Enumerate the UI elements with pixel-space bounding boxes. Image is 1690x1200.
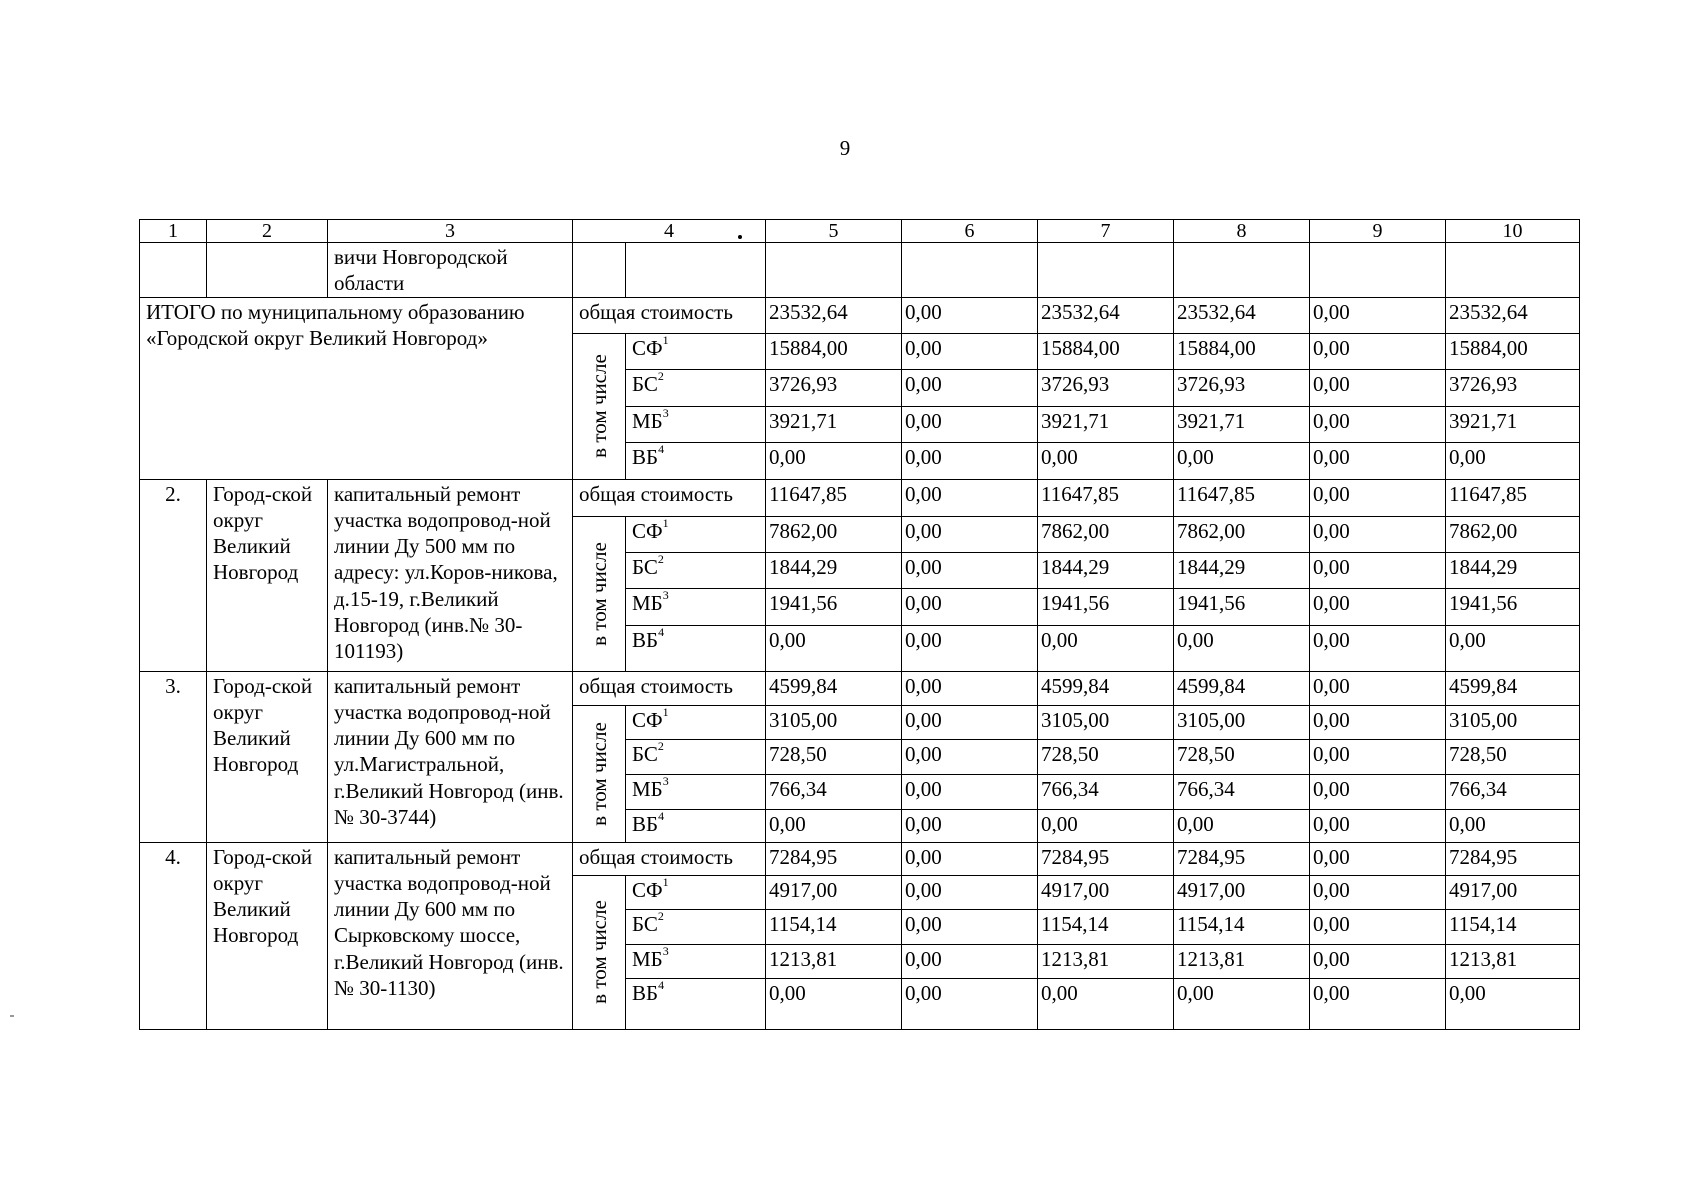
column-number-row	[140, 220, 1580, 243]
source-footnote-mark: 1	[662, 516, 669, 530]
item-description: капитальный ремонт участка водопровод-ной линии Ду 500 мм по адресу: ул.Коров-никова, д.15-19, г.Великий Новгород (инв.№ 30-101193)	[328, 479, 573, 671]
value-cell-col8: 15884,00	[1174, 333, 1310, 369]
including-vertical-label	[573, 516, 626, 671]
source-label: БС	[632, 371, 658, 396]
value-cell-col6: 0,00	[902, 909, 1038, 944]
row-label-source	[626, 369, 766, 406]
row-label-source	[626, 875, 766, 909]
item-municipality: Город-ской округ Великий Новгород	[207, 671, 328, 842]
value-cell-col9: 0,00	[1310, 588, 1446, 625]
total_block-row	[140, 297, 1580, 333]
item-number: 4.	[140, 842, 207, 1029]
value-cell-col7: 23532,64	[1038, 297, 1174, 333]
col-header-2: 2	[207, 220, 328, 243]
value-cell-col8: 7862,00	[1174, 516, 1310, 552]
source-footnote-mark: 4	[658, 809, 665, 823]
value-cell-col10: 0,00	[1446, 442, 1580, 479]
value-cell-col8: 11647,85	[1174, 479, 1310, 516]
value-cell-col9: 0,00	[1310, 297, 1446, 333]
source-label: МБ	[632, 590, 663, 615]
value-cell-col7: 7862,00	[1038, 516, 1174, 552]
value-cell-col5: 1213,81	[766, 944, 902, 978]
item-description: капитальный ремонт участка водопровод-ной линии Ду 600 мм по ул.Магистральной, г.Великий Новгород (инв.№ 30-3744)	[328, 671, 573, 842]
row-label-source	[626, 516, 766, 552]
value-cell-col7: 1941,56	[1038, 588, 1174, 625]
value-cell-col8: 23532,64	[1174, 297, 1310, 333]
source-label: БС	[632, 741, 658, 766]
value-cell-col7: 0,00	[1038, 625, 1174, 671]
value-cell-col8: 1844,29	[1174, 552, 1310, 588]
value-cell-col6: 0,00	[902, 809, 1038, 842]
value-cell-col9: 0,00	[1310, 406, 1446, 442]
source-footnote-mark: 4	[658, 625, 665, 639]
value-cell-col6: 0,00	[902, 739, 1038, 774]
value-cell-col9: 0,00	[1310, 739, 1446, 774]
source-label: ВБ	[632, 811, 659, 836]
value-cell-col7: 0,00	[1038, 809, 1174, 842]
value-cell-col6: 0,00	[902, 705, 1038, 739]
carry-over-text: вичи Новгородской области	[328, 243, 573, 298]
col-header-10: 10	[1446, 220, 1580, 243]
carry-cell-9	[1310, 243, 1446, 298]
value-cell-col10: 7862,00	[1446, 516, 1580, 552]
value-cell-col5: 728,50	[766, 739, 902, 774]
value-cell-col9: 0,00	[1310, 842, 1446, 875]
source-footnote-mark: 3	[662, 774, 669, 788]
row-label-source	[626, 774, 766, 809]
item-number: 2.	[140, 479, 207, 671]
source-footnote-mark: 2	[657, 552, 664, 566]
item-number: 3.	[140, 671, 207, 842]
value-cell-col10: 0,00	[1446, 809, 1580, 842]
source-footnote-mark: 1	[662, 705, 669, 719]
value-cell-col6: 0,00	[902, 978, 1038, 1029]
carry-cell-5	[766, 243, 902, 298]
value-cell-col5: 15884,00	[766, 333, 902, 369]
value-cell-col9: 0,00	[1310, 875, 1446, 909]
value-cell-col9: 0,00	[1310, 333, 1446, 369]
value-cell-col8: 728,50	[1174, 739, 1310, 774]
carry-cell-4a	[573, 243, 626, 298]
value-cell-col9: 0,00	[1310, 809, 1446, 842]
value-cell-col9: 0,00	[1310, 909, 1446, 944]
col-header-1: 1	[140, 220, 207, 243]
table-body	[140, 220, 1580, 1030]
item-municipality: Город-ской округ Великий Новгород	[207, 479, 328, 671]
including-vertical-label	[573, 705, 626, 842]
scan-margin-mark	[10, 1015, 14, 1017]
value-cell-col5: 4599,84	[766, 671, 902, 705]
value-cell-col7: 4599,84	[1038, 671, 1174, 705]
source-footnote-mark: 2	[657, 369, 664, 383]
value-cell-col5: 7862,00	[766, 516, 902, 552]
value-cell-col8: 1213,81	[1174, 944, 1310, 978]
source-footnote-mark: 1	[662, 333, 669, 347]
value-cell-col6: 0,00	[902, 944, 1038, 978]
value-cell-col7: 11647,85	[1038, 479, 1174, 516]
col-header-6: 6	[902, 220, 1038, 243]
source-label: СФ	[632, 877, 663, 902]
row-label-total-cost: общая стоимость	[573, 842, 766, 875]
value-cell-col8: 3105,00	[1174, 705, 1310, 739]
value-cell-col8: 4917,00	[1174, 875, 1310, 909]
carry-cell-8	[1174, 243, 1310, 298]
carry-cell-6	[902, 243, 1038, 298]
value-cell-col10: 766,34	[1446, 774, 1580, 809]
value-cell-col5: 4917,00	[766, 875, 902, 909]
col-header-4: 4	[573, 220, 766, 243]
row-label-source	[626, 909, 766, 944]
value-cell-col10: 11647,85	[1446, 479, 1580, 516]
value-cell-col5: 7284,95	[766, 842, 902, 875]
value-cell-col9: 0,00	[1310, 944, 1446, 978]
value-cell-col8: 0,00	[1174, 442, 1310, 479]
value-cell-col6: 0,00	[902, 516, 1038, 552]
value-cell-col5: 1154,14	[766, 909, 902, 944]
value-cell-col5: 11647,85	[766, 479, 902, 516]
row-label-source	[626, 552, 766, 588]
including-vertical-label	[573, 875, 626, 1029]
value-cell-col5: 3726,93	[766, 369, 902, 406]
items.0-row	[140, 479, 1580, 516]
value-cell-col7: 1154,14	[1038, 909, 1174, 944]
value-cell-col10: 1213,81	[1446, 944, 1580, 978]
including-vertical-text: в том числе	[586, 721, 611, 826]
value-cell-col5: 0,00	[766, 442, 902, 479]
source-footnote-mark: 3	[662, 588, 669, 602]
value-cell-col8: 1941,56	[1174, 588, 1310, 625]
value-cell-col6: 0,00	[902, 479, 1038, 516]
row-label-source	[626, 588, 766, 625]
items.2-row	[140, 842, 1580, 875]
value-cell-col9: 0,00	[1310, 479, 1446, 516]
value-cell-col6: 0,00	[902, 297, 1038, 333]
value-cell-col5: 1941,56	[766, 588, 902, 625]
including-vertical-label	[573, 333, 626, 479]
value-cell-col10: 23532,64	[1446, 297, 1580, 333]
page-number: 9	[839, 136, 851, 160]
value-cell-col7: 1213,81	[1038, 944, 1174, 978]
source-label: СФ	[632, 335, 663, 360]
value-cell-col7: 3105,00	[1038, 705, 1174, 739]
value-cell-col9: 0,00	[1310, 705, 1446, 739]
items.1-row	[140, 671, 1580, 705]
row-label-source	[626, 442, 766, 479]
value-cell-col9: 0,00	[1310, 671, 1446, 705]
value-cell-col6: 0,00	[902, 552, 1038, 588]
value-cell-col9: 0,00	[1310, 516, 1446, 552]
source-label: МБ	[632, 946, 663, 971]
row-label-total-cost: общая стоимость	[573, 479, 766, 516]
col-header-8: 8	[1174, 220, 1310, 243]
value-cell-col10: 7284,95	[1446, 842, 1580, 875]
value-cell-col6: 0,00	[902, 625, 1038, 671]
row-label-source	[626, 705, 766, 739]
value-cell-col10: 3726,93	[1446, 369, 1580, 406]
col-header-7: 7	[1038, 220, 1174, 243]
value-cell-col9: 0,00	[1310, 774, 1446, 809]
value-cell-col9: 0,00	[1310, 625, 1446, 671]
value-cell-col5: 23532,64	[766, 297, 902, 333]
source-label: БС	[632, 554, 658, 579]
row-label-source	[626, 333, 766, 369]
carry-cell-10	[1446, 243, 1580, 298]
value-cell-col7: 15884,00	[1038, 333, 1174, 369]
row-label-source	[626, 944, 766, 978]
source-footnote-mark: 4	[658, 442, 665, 456]
source-label: ВБ	[632, 627, 659, 652]
value-cell-col8: 4599,84	[1174, 671, 1310, 705]
value-cell-col5: 3921,71	[766, 406, 902, 442]
value-cell-col7: 7284,95	[1038, 842, 1174, 875]
including-vertical-text: в том числе	[586, 900, 611, 1004]
row-label-source	[626, 978, 766, 1029]
source-label: БС	[632, 911, 658, 936]
source-label: МБ	[632, 776, 663, 801]
source-footnote-mark: 2	[657, 739, 664, 753]
carry-cell-2	[207, 243, 328, 298]
including-vertical-text: в том числе	[586, 354, 611, 458]
value-cell-col9: 0,00	[1310, 369, 1446, 406]
source-label: ВБ	[632, 444, 659, 469]
value-cell-col10: 3921,71	[1446, 406, 1580, 442]
value-cell-col8: 0,00	[1174, 978, 1310, 1029]
col-header-9: 9	[1310, 220, 1446, 243]
col-header-3: 3	[328, 220, 573, 243]
value-cell-col6: 0,00	[902, 671, 1038, 705]
value-cell-col10: 3105,00	[1446, 705, 1580, 739]
value-cell-col10: 1941,56	[1446, 588, 1580, 625]
value-cell-col6: 0,00	[902, 442, 1038, 479]
value-cell-col6: 0,00	[902, 842, 1038, 875]
value-cell-col6: 0,00	[902, 588, 1038, 625]
value-cell-col6: 0,00	[902, 406, 1038, 442]
value-cell-col6: 0,00	[902, 369, 1038, 406]
including-vertical-text: в том числе	[586, 541, 611, 646]
carry-over-row	[140, 243, 1580, 298]
value-cell-col5: 766,34	[766, 774, 902, 809]
value-cell-col8: 766,34	[1174, 774, 1310, 809]
value-cell-col10: 4917,00	[1446, 875, 1580, 909]
value-cell-col10: 0,00	[1446, 978, 1580, 1029]
budget-table	[139, 219, 1580, 1030]
value-cell-col10: 1154,14	[1446, 909, 1580, 944]
row-label-total-cost: общая стоимость	[573, 297, 766, 333]
value-cell-col7: 3921,71	[1038, 406, 1174, 442]
source-label: СФ	[632, 518, 663, 543]
value-cell-col5: 3105,00	[766, 705, 902, 739]
source-footnote-mark: 4	[658, 978, 665, 992]
value-cell-col7: 4917,00	[1038, 875, 1174, 909]
total-title: ИТОГО по муниципальному образованию «Городской округ Великий Новгород»	[140, 297, 573, 479]
value-cell-col5: 0,00	[766, 625, 902, 671]
value-cell-col9: 0,00	[1310, 552, 1446, 588]
value-cell-col10: 4599,84	[1446, 671, 1580, 705]
value-cell-col8: 0,00	[1174, 625, 1310, 671]
item-description: капитальный ремонт участка водопровод-ной линии Ду 600 мм по Сырковскому шоссе, г.Великий Новгород (инв.№ 30-1130)	[328, 842, 573, 1029]
value-cell-col7: 3726,93	[1038, 369, 1174, 406]
value-cell-col8: 3921,71	[1174, 406, 1310, 442]
source-footnote-mark: 1	[662, 875, 669, 889]
item-municipality: Город-ской округ Великий Новгород	[207, 842, 328, 1029]
value-cell-col6: 0,00	[902, 333, 1038, 369]
value-cell-col8: 1154,14	[1174, 909, 1310, 944]
value-cell-col10: 728,50	[1446, 739, 1580, 774]
source-label: СФ	[632, 707, 663, 732]
value-cell-col7: 728,50	[1038, 739, 1174, 774]
value-cell-col6: 0,00	[902, 774, 1038, 809]
value-cell-col5: 1844,29	[766, 552, 902, 588]
value-cell-col9: 0,00	[1310, 978, 1446, 1029]
row-label-source	[626, 625, 766, 671]
value-cell-col9: 0,00	[1310, 442, 1446, 479]
col-header-5: 5	[766, 220, 902, 243]
carry-cell-1	[140, 243, 207, 298]
source-label: МБ	[632, 408, 663, 433]
row-label-source	[626, 809, 766, 842]
value-cell-col7: 766,34	[1038, 774, 1174, 809]
value-cell-col8: 0,00	[1174, 809, 1310, 842]
row-label-total-cost: общая стоимость	[573, 671, 766, 705]
value-cell-col7: 0,00	[1038, 978, 1174, 1029]
value-cell-col8: 3726,93	[1174, 369, 1310, 406]
value-cell-col10: 0,00	[1446, 625, 1580, 671]
value-cell-col5: 0,00	[766, 978, 902, 1029]
carry-cell-7	[1038, 243, 1174, 298]
row-label-source	[626, 406, 766, 442]
source-footnote-mark: 2	[657, 909, 664, 923]
value-cell-col7: 1844,29	[1038, 552, 1174, 588]
value-cell-col8: 7284,95	[1174, 842, 1310, 875]
carry-cell-4b	[626, 243, 766, 298]
value-cell-col10: 1844,29	[1446, 552, 1580, 588]
value-cell-col7: 0,00	[1038, 442, 1174, 479]
source-footnote-mark: 3	[662, 944, 669, 958]
value-cell-col5: 0,00	[766, 809, 902, 842]
source-footnote-mark: 3	[662, 406, 669, 420]
value-cell-col10: 15884,00	[1446, 333, 1580, 369]
row-label-source	[626, 739, 766, 774]
value-cell-col6: 0,00	[902, 875, 1038, 909]
source-label: ВБ	[632, 980, 659, 1005]
